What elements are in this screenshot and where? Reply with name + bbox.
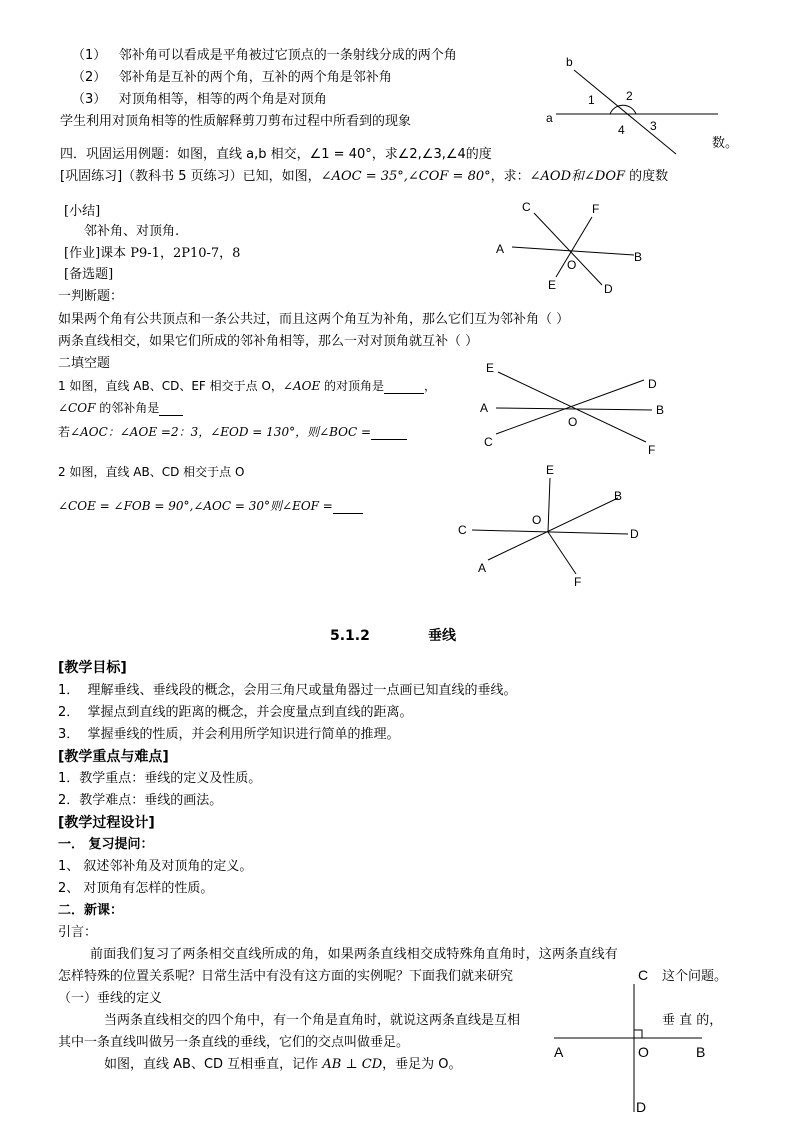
label-b: B [614,489,623,503]
label-o: O [567,258,577,272]
label-e: E [486,361,495,375]
fill-q1a: 1 如图，直线 AB、CD、EF 相交于点 O，∠AOE 的对顶角是 ， [58,379,437,393]
new-title: 二．新课： [58,903,124,918]
du-shu: 数。 [712,136,739,151]
summary-title: [小结] [64,204,101,219]
fill-q1c-math: ∠AOC：∠AOE =2：3，∠EOD = 130°，则∠BOC = [70,425,372,439]
para-1b: 怎样特殊的位置关系呢？日常生活中有没有这方面的实例呢？下面我们就来研究 [58,969,514,984]
def-title: （一）垂线的定义 [58,991,163,1006]
goal-text: 理解垂线、垂线段的概念，会用三角尺或量角器过一点画已知直线的垂线。 [87,683,517,698]
practice-suffix: 的度数 [625,169,669,184]
example-math: AB ⊥ CD [322,1057,383,1072]
label-o: O [532,513,542,527]
item-text: 对顶角相等，相等的两个角是对顶角 [118,92,327,107]
item-number: （3） [72,92,107,107]
goal-number: 3． [58,727,80,742]
label-b: b [566,55,573,69]
item-number: （1） [72,48,107,63]
goal-1 [58,683,517,699]
goal-number: 2． [58,705,80,720]
example-line [104,1057,462,1073]
answer-blank[interactable] [159,401,183,416]
label-e: E [548,278,557,292]
label-angle-3: 3 [650,119,657,133]
intro-item-2 [72,70,392,86]
line-b [574,70,676,154]
label-c: C [458,523,467,537]
fill-q2a: 2 如图，直线 AB、CD 相交于点 O [58,465,245,479]
key-2: 2．教学难点：垂线的画法。 [58,793,223,808]
label-a: A [480,401,489,415]
goal-number: 1． [58,683,80,698]
goal-title: [教学目标] [58,660,127,676]
label-f: F [574,575,582,589]
practice-math-2: ∠AOD和∠DOF [529,169,625,184]
def-2: 其中一条直线叫做另一条直线的垂线，它们的交点叫做垂足。 [58,1035,410,1050]
review-2: 2、 对顶角有怎样的性质。 [58,881,214,896]
label-d: D [630,527,639,541]
fill-q2b [58,498,363,514]
key-1: 1．教学重点：垂线的定义及性质。 [58,771,262,786]
practice-mid: ，求： [490,169,530,184]
goal-text: 掌握垂线的性质，并会利用所学知识进行简单的推理。 [87,727,400,742]
label-b: B [656,403,665,417]
label-c: C [484,435,493,449]
fill-q1c-pre: 若 [58,425,71,439]
fill-q2b-math: ∠COE = ∠FOB = 90°,∠AOC = 30°则∠EOF = [58,499,333,513]
fill-q1a-tail: 的对顶角是 [320,379,385,393]
judge-q2: 两条直线相交，如果它们所成的邻补角相等，那么一对对顶角就互补（ ） [58,334,479,349]
goal-2 [58,705,413,721]
answer-blank[interactable] [384,379,424,394]
item-number: （2） [72,70,107,85]
fill-q1a-text: 1 如图，直线 AB、CD、EF 相交于点 O， [58,379,283,393]
label-a: A [496,242,505,256]
scissors-line: 学生利用对顶角相等的性质解释剪刀剪布过程中所看到的现象 [60,114,412,129]
label-o: O [568,415,578,429]
fill-q1a-math: ∠AOE [282,379,321,393]
line-ab [488,498,618,560]
practice-prefix: [巩固练习]（教科书 5 页练习）已知，如图， [60,169,321,184]
intro-label: 引言： [58,925,98,940]
answer-blank[interactable] [371,425,407,440]
label-d: D [648,377,657,391]
review-1: 1、 叙述邻补角及对顶角的定义。 [58,859,253,874]
label-b: B [696,1044,706,1060]
right-angle-mark [634,1030,642,1038]
label-o: O [638,1044,649,1060]
lesson-number: 5.1.2 [330,628,370,644]
example-post: ，垂足为 O。 [382,1057,462,1072]
extra-questions: [备选题] [64,267,114,282]
section-4-example: 四．巩固运用例题：如图，直线 a,b 相交，∠1 = 40°，求∠2,∠3,∠4的度 [60,147,492,162]
label-a: a [546,111,553,125]
label-angle-2: 2 [626,89,633,103]
def-1b: 垂 直 的， [662,1013,723,1028]
figure-three-lines-1 [490,195,670,305]
label-b: B [634,250,643,264]
def-1a: 当两条直线相交的四个角中，有一个角是直角时，就说这两条直线是互相 [104,1013,521,1028]
fill-q1b-tail: 的邻补角是 [95,401,160,415]
figure-perpendicular [550,962,730,1120]
figure-three-lines-2 [476,358,676,458]
goal-text: 掌握点到直线的距离的概念，并会度量点到直线的距离。 [87,705,413,720]
summary-content: 邻补角、对顶角. [84,224,180,239]
answer-blank[interactable] [333,499,363,514]
label-c: C [638,967,649,983]
homework: [作业]课本 P9-1，2P10-7，8 [64,246,241,261]
figure-angles-1-4 [540,50,720,160]
label-f: F [592,202,600,216]
item-text: 邻补角是互补的两个角，互补的两个角是邻补角 [118,70,392,85]
process-title: [教学过程设计] [58,815,155,831]
ray-of [548,532,576,574]
label-c: C [522,200,531,214]
label-e: E [546,463,555,477]
ray-oe [548,478,550,532]
label-angle-4: 4 [618,123,625,137]
intro-item-3 [72,92,327,108]
practice-line [60,169,668,185]
judge-q1: 如果两个角有公共顶点和一条公共过，而且这两个角互为补角，那么它们互为邻补角（ ） [58,312,570,327]
fill-q1b-math: ∠COF [58,401,96,415]
goal-3 [58,727,400,743]
line-ef [498,372,646,442]
fill-q1b [58,400,183,416]
key-title: [教学重点与难点] [58,749,169,765]
para-1a: 前面我们复习了两条相交直线所成的角，如果两条直线相交成特殊角直角时，这两条直线有 [90,947,619,962]
review-title: 一． 复习提问： [58,837,154,852]
label-a: A [554,1044,564,1060]
practice-math: ∠AOC = 35°,∠COF = 80° [320,169,491,184]
example-pre: 如图，直线 AB、CD 互相垂直，记作 [104,1057,319,1072]
intro-item-1 [72,48,457,64]
para-1c: 这个问题。 [662,969,728,984]
label-angle-1: 1 [588,93,595,107]
figure-lines-4 [452,460,652,590]
fill-title: 二填空题 [58,356,111,371]
label-d: D [636,1099,647,1115]
lesson-title: 垂线 [428,628,456,644]
label-f: F [648,443,656,457]
angle-arc [610,105,636,114]
fill-q1c [58,424,407,440]
judge-title: 一判断题： [58,289,124,304]
item-text: 邻补角可以看成是平角被过它顶点的一条射线分成的两个角 [118,48,457,63]
label-a: A [478,561,487,575]
label-d: D [604,282,613,296]
